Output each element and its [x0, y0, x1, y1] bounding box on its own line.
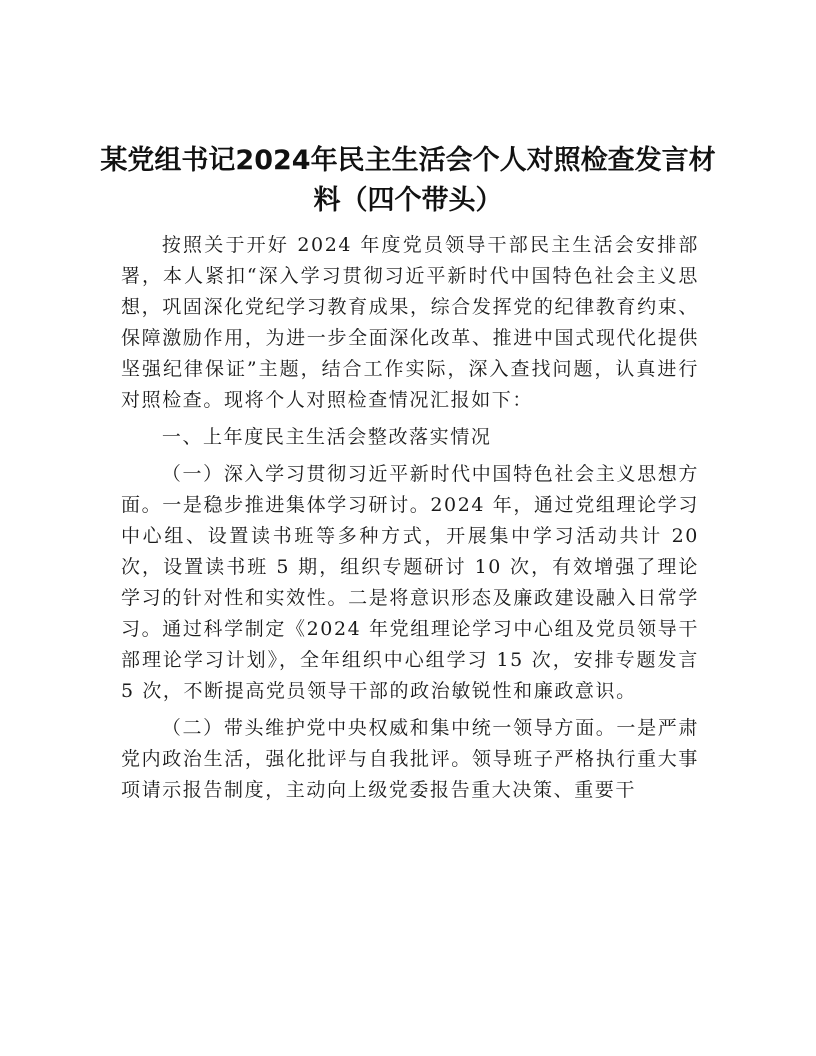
intro-paragraph: 按照关于开好 2024 年度党员领导干部民主生活会安排部署，本人紧扣“深入学习贯彻习近平新时代中国特色社会主义思想，巩固深化党纪学习教育成果，综合发挥党的纪律教育约束、保障激励作用，为进一步全面深化改革、推进中国式现代化提供坚强纪律保证”主题，结合工作实际，深入查找问题，认真进行对照检查。现将个人对照检查情况汇报如下： — [121, 234, 699, 411]
document-title: 某党组书记2024年民主生活会个人对照检查发言材料（四个带头） — [100, 145, 716, 216]
section-heading: 一、上年度民主生活会整改落实情况 — [161, 426, 492, 448]
subsection-paragraph-1: （一）深入学习贯彻习近平新时代中国特色社会主义思想方面。一是稳步推进集体学习研讨。2024 年，通过党组理论学习中心组、设置读书班等多种方式，开展集中学习活动共计 20 次，设置读书班 5 期，组织专题研讨 10 次，有效增强了理论学习的针对性和实效性。二是将意识形态及廉政建设融入日常学习。通过科学制定《2024 年党组理论学习中心组及党员领导干部理论学习计划》，全年组织中心组学习 15 次，安排专题发言 5 次，不断提高党员领导干部的政治敏锐性和廉政意识。 — [121, 463, 699, 702]
subsection-paragraph-2: （二）带头维护党中央权威和集中统一领导方面。一是严肃党内政治生活，强化批评与自我批评。领导班子严格执行重大事项请示报告制度，主动向上级党委报告重大决策、重要干 — [121, 717, 699, 801]
document-body — [121, 230, 699, 806]
